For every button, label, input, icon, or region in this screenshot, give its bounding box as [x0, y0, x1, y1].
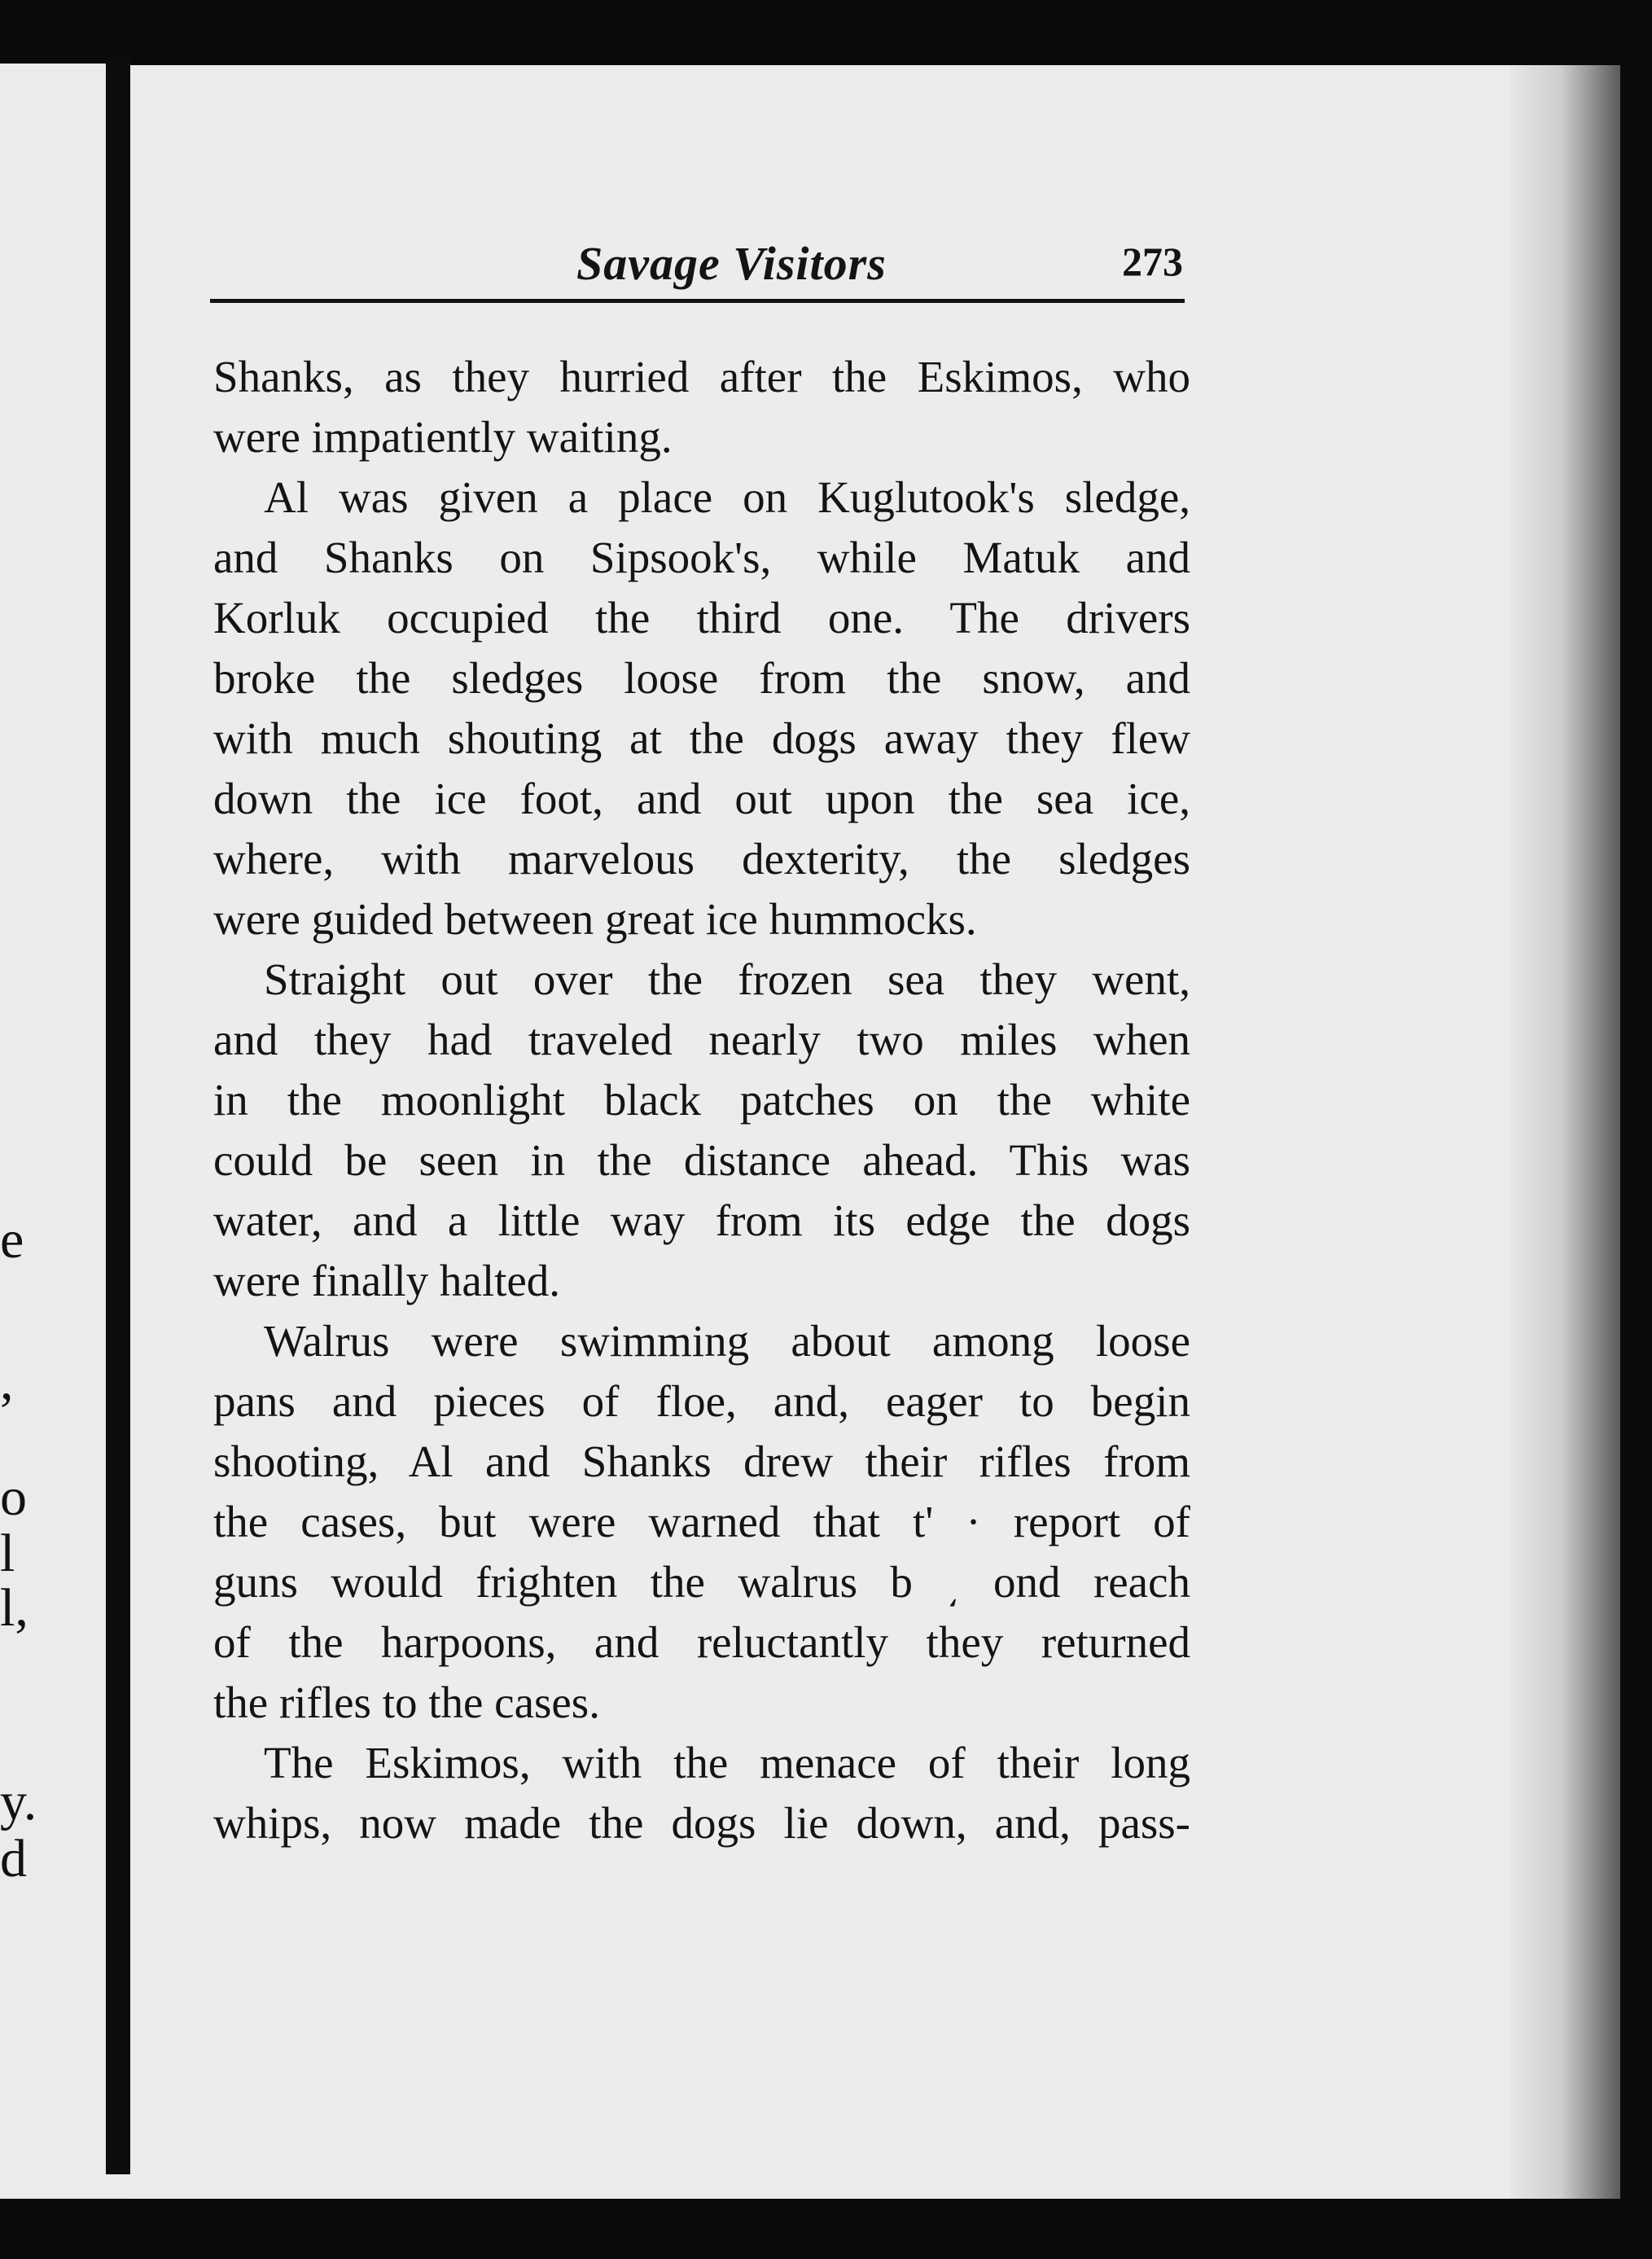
- text-line: The Eskimos, with the menace of their long: [264, 1738, 1190, 1787]
- text-line: with much shouting at the dogs away they flew: [213, 713, 1190, 763]
- page-stack-edge: [1510, 65, 1620, 2199]
- text-line: Korluk occupied the third one. The drivers: [213, 593, 1190, 643]
- text-line: pans and pieces of floe, and, eager to begin: [213, 1376, 1190, 1426]
- text-line: down the ice foot, and out upon the sea ice,: [213, 774, 1190, 823]
- scan-border-right: [1620, 0, 1652, 2259]
- text-line: in the moonlight black patches on the white: [213, 1075, 1190, 1125]
- facing-page-edge: [0, 64, 106, 2199]
- page-number: 273: [1122, 239, 1183, 284]
- header-rule: [210, 299, 1185, 303]
- text-line: and Shanks on Sipsook's, while Matuk and: [213, 533, 1190, 582]
- paragraph: [213, 1311, 1190, 1733]
- margin-fragment: e: [0, 1210, 24, 1270]
- text-line: whips, now made the dogs lie down, and, pass-: [213, 1798, 1190, 1848]
- paragraph: [213, 950, 1190, 1311]
- running-header: [210, 236, 1183, 301]
- text-line: were finally halted.: [213, 1256, 561, 1305]
- text-line: Shanks, as they hurried after the Eskimos, who: [213, 352, 1190, 401]
- margin-fragment: o: [0, 1467, 27, 1527]
- text-line: Walrus were swimming about among loose: [264, 1316, 1190, 1366]
- margin-fragment: y.: [0, 1772, 37, 1831]
- margin-fragment: ,: [0, 1352, 14, 1411]
- book-spine: [106, 57, 130, 2174]
- text-line: broke the sledges loose from the snow, and: [213, 653, 1190, 703]
- text-line: of the harpoons, and reluctantly they returned: [213, 1617, 1190, 1667]
- text-line: and they had traveled nearly two miles when: [213, 1015, 1190, 1064]
- margin-fragment: l: [0, 1524, 15, 1583]
- text-line: water, and a little way from its edge the dogs: [213, 1195, 1190, 1245]
- text-line: guns would frighten the walrus b ͵ ond reach: [213, 1557, 1190, 1607]
- scan-border-top: [0, 0, 1652, 65]
- paragraph: [213, 1733, 1190, 1853]
- text-line: the rifles to the cases.: [213, 1678, 600, 1727]
- text-line: the cases, but were warned that t' · report of: [213, 1497, 1190, 1546]
- text-line: were impatiently waiting.: [213, 412, 673, 462]
- text-line: Al was given a place on Kuglutook's sledge,: [264, 472, 1190, 522]
- running-title: Savage Visitors: [576, 237, 887, 290]
- margin-fragment: l,: [0, 1578, 28, 1638]
- margin-fragment: d: [0, 1829, 27, 1888]
- scan-border-bottom: [0, 2199, 1652, 2259]
- body-text: [213, 347, 1190, 1853]
- text-line: Straight out over the frozen sea they went,: [264, 954, 1190, 1004]
- paragraph: [213, 347, 1190, 467]
- text-line: were guided between great ice hummocks.: [213, 894, 977, 944]
- text-line: shooting, Al and Shanks drew their rifles from: [213, 1437, 1190, 1486]
- text-line: where, with marvelous dexterity, the sledges: [213, 834, 1190, 884]
- text-line: could be seen in the distance ahead. This was: [213, 1135, 1190, 1185]
- paragraph: [213, 467, 1190, 950]
